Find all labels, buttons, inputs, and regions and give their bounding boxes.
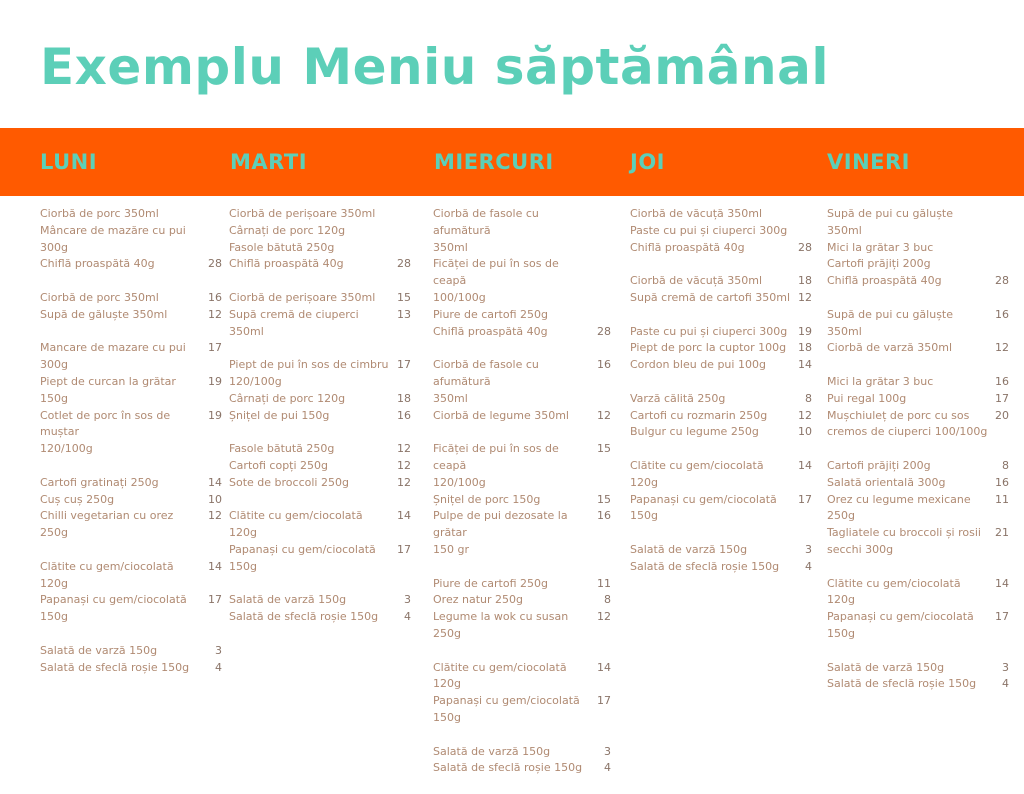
menu-item-price: 17	[397, 542, 411, 556]
menu-item-name: Legume la wok cu susan 250g	[433, 610, 569, 640]
menu-item	[433, 441, 611, 491]
menu-item	[433, 576, 611, 593]
menu-item	[827, 492, 1009, 526]
menu-item	[229, 408, 411, 425]
menu-item-name: Mici la grătar 3 buc	[827, 374, 934, 388]
menu-item	[433, 324, 611, 341]
menu-item-name: Piept de porc la cuptor 100g	[630, 341, 787, 355]
menu-item-name: Paste cu pui și ciuperci 300g	[630, 223, 788, 237]
menu-item	[433, 408, 611, 425]
menu-item	[229, 223, 411, 240]
menu-item-price: 3	[805, 542, 812, 556]
menu-item-name: Pulpe de pui dezosate la grătar 150 gr	[433, 509, 568, 556]
menu-item-price: 16	[597, 358, 611, 372]
day-heading: MIERCURI	[434, 150, 554, 174]
menu-item-name: Cârnați de porc 120g	[229, 223, 346, 237]
day-heading: VINERI	[827, 150, 910, 174]
menu-group	[229, 441, 411, 491]
menu-item	[630, 206, 812, 223]
menu-item-price: 18	[798, 274, 812, 288]
menu-item-price: 4	[1002, 677, 1009, 691]
menu-item	[229, 290, 411, 307]
menu-item-name: Clătite cu gem/ciocolată 120g	[229, 509, 363, 540]
menu-item-price: 4	[604, 761, 611, 775]
menu-item-name: Șnițel de pui 150g	[229, 408, 330, 422]
menu-item-price: 28	[995, 274, 1009, 288]
menu-group	[827, 458, 1009, 559]
menu-item	[433, 609, 611, 643]
menu-item	[40, 592, 222, 626]
menu-item	[827, 408, 1009, 442]
menu-item-price: 19	[208, 374, 222, 388]
menu-item	[229, 357, 411, 391]
menu-item-name: Supă cremă de cartofi 350ml	[630, 290, 791, 304]
menu-group	[630, 206, 812, 256]
menu-item-price: 8	[1002, 458, 1009, 472]
menu-item	[229, 307, 411, 341]
menu-item	[827, 340, 1009, 357]
menu-item-price: 16	[397, 408, 411, 422]
menu-item-name: Paste cu pui și ciuperci 300g	[630, 324, 788, 338]
menu-item-price: 12	[798, 290, 812, 304]
menu-item-price: 3	[604, 744, 611, 758]
menu-item-name: Salată de sfeclă roșie 150g	[433, 761, 583, 775]
menu-item-name: Salată de varză 150g	[40, 643, 158, 657]
menu-item-name: Clătite cu gem/ciocolată 120g	[630, 458, 764, 489]
menu-group	[229, 508, 411, 575]
day-column	[630, 206, 812, 592]
menu-item-price: 12	[397, 475, 411, 489]
menu-item	[40, 307, 222, 324]
menu-group	[827, 374, 1009, 441]
menu-item-name: Supă de pui cu găluște 350ml	[827, 207, 954, 237]
menu-group	[630, 273, 812, 307]
menu-item	[630, 542, 812, 559]
menu-item-name: Chilli vegetarian cu orez 250g	[40, 509, 174, 540]
menu-group	[827, 576, 1009, 643]
menu-item-name: Fasole bătută 250g	[229, 240, 335, 254]
menu-item-name: Pui regal 100g	[827, 391, 907, 405]
menu-item	[229, 475, 411, 492]
menu-item-name: Ciorbă de porc 350ml	[40, 207, 159, 220]
menu-item-price: 8	[604, 593, 611, 607]
menu-item	[630, 357, 812, 374]
menu-item	[433, 307, 611, 324]
menu-item	[630, 408, 812, 425]
menu-group	[229, 592, 411, 626]
menu-item-name: Piept de curcan la grătar 150g	[40, 374, 176, 405]
menu-item-name: Cuș cuș 250g	[40, 492, 115, 506]
menu-item	[630, 424, 812, 441]
menu-item	[40, 475, 222, 492]
menu-item-price: 16	[995, 475, 1009, 489]
menu-item	[827, 525, 1009, 559]
menu-item-name: Piept de pui în sos de cimbru 120/100g	[229, 358, 389, 388]
menu-group	[827, 307, 1009, 357]
menu-item-price: 12	[208, 509, 222, 523]
menu-item	[433, 256, 611, 306]
menu-item-name: Piure de cartofi 250g	[433, 307, 548, 321]
menu-item	[40, 508, 222, 542]
menu-item-price: 28	[597, 324, 611, 338]
menu-item-name: Ficăței de pui în sos de ceapă 100/100g	[433, 257, 559, 304]
menu-item-name: Cartofi cu rozmarin 250g	[630, 408, 768, 422]
menu-item-name: Papanași cu gem/ciocolată 150g	[827, 610, 974, 640]
menu-item-price: 10	[798, 425, 812, 439]
menu-item-name: Salată de sfeclă roșie 150g	[229, 610, 379, 624]
menu-item-name: Papanași cu gem/ciocolată 150g	[433, 694, 580, 724]
menu-group	[630, 542, 812, 576]
menu-item-name: Chiflă proaspătă 40g	[630, 240, 745, 254]
menu-item	[630, 492, 812, 526]
menu-item-price: 3	[404, 593, 411, 607]
menu-group	[40, 340, 222, 458]
menu-item-price: 17	[995, 610, 1009, 624]
menu-item-price: 18	[798, 341, 812, 355]
menu-item-name: Papanași cu gem/ciocolată 150g	[630, 492, 777, 523]
menu-item	[827, 609, 1009, 643]
menu-item	[229, 256, 411, 273]
menu-item	[433, 592, 611, 609]
menu-item-name: Salată de varză 150g	[827, 660, 945, 674]
menu-item-price: 13	[397, 307, 411, 321]
menu-item	[433, 508, 611, 558]
menu-item	[40, 559, 222, 593]
menu-group	[433, 576, 611, 643]
menu-item-price: 14	[397, 509, 411, 523]
menu-item-name: Orez natur 250g	[433, 593, 523, 607]
menu-item-name: Varză călită 250g	[630, 391, 726, 405]
menu-item-name: Salată de sfeclă roșie 150g	[827, 677, 977, 691]
menu-item	[827, 273, 1009, 290]
menu-item-name: Chiflă proaspătă 40g	[827, 274, 942, 288]
menu-item-name: Cârnați de porc 120g	[229, 391, 346, 405]
menu-item	[229, 206, 411, 223]
menu-item-name: Ciorbă de văcuță 350ml	[630, 274, 763, 288]
menu-item	[433, 492, 611, 509]
menu-item-price: 20	[995, 408, 1009, 422]
menu-item-name: Supă de găluște 350ml	[40, 307, 168, 321]
menu-item	[630, 223, 812, 240]
menu-item	[630, 391, 812, 408]
menu-group	[229, 206, 411, 273]
menu-item	[40, 256, 222, 273]
menu-item-name: Ficăței de pui în sos de ceapă 120/100g	[433, 442, 559, 489]
menu-item-price: 12	[397, 458, 411, 472]
day-column	[827, 206, 1009, 710]
menu-item-name: Ciorbă de varză 350ml	[827, 341, 953, 355]
menu-item-price: 14	[995, 576, 1009, 590]
menu-group	[229, 290, 411, 340]
menu-item-name: Salată de varză 150g	[433, 744, 551, 758]
menu-item	[630, 290, 812, 307]
menu-item-name: Orez cu legume mexicane 250g	[827, 492, 971, 523]
menu-group	[433, 660, 611, 727]
day-heading: LUNI	[40, 150, 98, 174]
menu-item-price: 16	[995, 307, 1009, 321]
menu-item	[229, 508, 411, 542]
menu-item	[827, 391, 1009, 408]
menu-item	[229, 592, 411, 609]
menu-item-price: 17	[995, 391, 1009, 405]
menu-group	[40, 475, 222, 542]
menu-item-name: Mâncare de mazăre cu pui 300g	[40, 223, 186, 254]
menu-group	[630, 324, 812, 374]
menu-item-price: 17	[208, 341, 222, 355]
menu-item	[40, 660, 222, 677]
menu-item-price: 17	[208, 593, 222, 607]
day-column	[229, 206, 411, 643]
menu-group	[40, 206, 222, 273]
menu-item-name: Salată orientală 300g	[827, 475, 946, 489]
menu-item-name: Cartofi gratinați 250g	[40, 475, 159, 489]
menu-group	[630, 458, 812, 525]
menu-item-name: Papanași cu gem/ciocolată 150g	[40, 593, 187, 624]
day-column	[433, 206, 611, 794]
menu-group	[433, 441, 611, 559]
menu-group	[229, 357, 411, 424]
menu-item	[433, 760, 611, 777]
menu-item-name: Șnițel de porc 150g	[433, 492, 541, 506]
menu-item-name: Mancare de mazare cu pui 300g	[40, 341, 186, 372]
menu-item-price: 16	[995, 374, 1009, 388]
menu-item	[433, 357, 611, 407]
menu-item	[630, 324, 812, 341]
menu-item-name: Sote de broccoli 250g	[229, 475, 349, 489]
page-title: Exemplu Meniu săptămânal	[40, 38, 830, 96]
menu-item	[827, 307, 1009, 341]
menu-item-name: Ciorbă de văcuță 350ml	[630, 207, 763, 220]
menu-item-name: Ciorbă de fasole cu afumătură 350ml	[433, 207, 539, 254]
menu-item-name: Supă cremă de ciuperci 350ml	[229, 307, 359, 338]
menu-item-name: Ciorbă de perișoare 350ml	[229, 207, 376, 220]
menu-item-price: 10	[208, 492, 222, 506]
menu-item-price: 8	[805, 391, 812, 405]
menu-item-price: 14	[798, 358, 812, 372]
menu-item-name: Tagliatele cu broccoli și rosii secchi 300g	[827, 526, 981, 556]
menu-item-price: 14	[597, 660, 611, 674]
menu-item-price: 14	[798, 458, 812, 472]
menu-group	[40, 290, 222, 324]
menu-item-price: 12	[597, 408, 611, 422]
menu-item-name: Salată de sfeclă roșie 150g	[40, 660, 190, 674]
menu-item-price: 14	[208, 475, 222, 489]
menu-item-price: 3	[1002, 660, 1009, 674]
day-column	[40, 206, 222, 693]
menu-item	[827, 475, 1009, 492]
menu-item	[229, 458, 411, 475]
menu-item	[40, 290, 222, 307]
menu-item-price: 16	[597, 509, 611, 523]
menu-item	[827, 660, 1009, 677]
menu-item-price: 17	[597, 694, 611, 708]
menu-item	[229, 542, 411, 576]
menu-item-name: Fasole bătută 250g	[229, 442, 335, 456]
menu-item-price: 21	[995, 526, 1009, 540]
day-heading: JOI	[630, 150, 665, 174]
menu-item-name: Mușchiuleț de porc cu sos cremos de ciuperci 100/100g	[827, 408, 988, 439]
menu-item-price: 17	[397, 358, 411, 372]
menu-item	[40, 492, 222, 509]
menu-item-price: 12	[995, 341, 1009, 355]
menu-item-price: 15	[597, 442, 611, 456]
menu-item	[40, 206, 222, 223]
menu-item-name: Clătite cu gem/ciocolată 120g	[40, 559, 174, 590]
menu-item	[630, 458, 812, 492]
menu-item-price: 4	[805, 559, 812, 573]
menu-item-name: Cartofi prăjiți 200g	[827, 458, 931, 472]
menu-item-price: 28	[798, 240, 812, 254]
menu-item	[630, 559, 812, 576]
menu-group	[433, 206, 611, 340]
menu-item-name: Ciorbă de perișoare 350ml	[229, 290, 376, 304]
menu-item-price: 28	[397, 257, 411, 271]
menu-item-price: 12	[397, 442, 411, 456]
menu-item-name: Salată de varză 150g	[630, 542, 748, 556]
menu-item-name: Clătite cu gem/ciocolată 120g	[827, 576, 961, 607]
menu-item-name: Ciorbă de fasole cu afumătură 350ml	[433, 358, 539, 405]
menu-group	[433, 357, 611, 424]
menu-item	[229, 609, 411, 626]
menu-item-name: Cotlet de porc în sos de muștar 120/100g	[40, 408, 171, 456]
menu-item-price: 17	[798, 492, 812, 506]
menu-item	[630, 240, 812, 257]
menu-item	[630, 273, 812, 290]
menu-item-price: 4	[404, 610, 411, 624]
menu-item	[827, 256, 1009, 273]
menu-item-name: Chiflă proaspătă 40g	[40, 257, 155, 271]
menu-item	[827, 458, 1009, 475]
menu-item-name: Cartofi prăjiți 200g	[827, 257, 931, 271]
menu-item-price: 14	[208, 559, 222, 573]
menu-item-price: 12	[798, 408, 812, 422]
menu-item	[433, 206, 611, 256]
menu-item-name: Chiflă proaspătă 40g	[433, 324, 548, 338]
menu-item-name: Ciorbă de porc 350ml	[40, 290, 159, 304]
menu-item-price: 12	[597, 610, 611, 624]
menu-item	[40, 223, 222, 257]
menu-item	[827, 374, 1009, 391]
menu-item-name: Papanași cu gem/ciocolată 150g	[229, 542, 376, 573]
menu-item-name: Chiflă proaspătă 40g	[229, 257, 344, 271]
menu-item	[40, 374, 222, 408]
menu-item-price: 11	[597, 576, 611, 590]
menu-item	[630, 340, 812, 357]
menu-item	[40, 340, 222, 374]
menu-item-price: 18	[397, 391, 411, 405]
menu-item-price: 19	[798, 324, 812, 338]
menu-item	[433, 660, 611, 694]
menu-group	[40, 643, 222, 677]
menu-item-name: Mici la grătar 3 buc	[827, 240, 934, 254]
menu-item-name: Salată de sfeclă roșie 150g	[630, 559, 780, 573]
menu-item-name: Clătite cu gem/ciocolată 120g	[433, 660, 567, 691]
menu-item	[40, 408, 222, 458]
menu-item-name: Cartofi copți 250g	[229, 458, 329, 472]
menu-item-price: 3	[215, 643, 222, 657]
menu-item	[229, 441, 411, 458]
menu-item-price: 16	[208, 290, 222, 304]
menu-item-name: Piure de cartofi 250g	[433, 576, 548, 590]
menu-group	[433, 744, 611, 778]
menu-item	[229, 240, 411, 257]
menu-item-price: 11	[995, 492, 1009, 506]
menu-item-price: 15	[597, 492, 611, 506]
menu-group	[827, 660, 1009, 694]
menu-group	[40, 559, 222, 626]
menu-item-name: Cordon bleu de pui 100g	[630, 358, 766, 372]
day-heading: MARTI	[230, 150, 308, 174]
menu-item	[827, 240, 1009, 257]
menu-item	[433, 744, 611, 761]
menu-item-name: Ciorbă de legume 350ml	[433, 408, 569, 422]
menu-item-price: 12	[208, 307, 222, 321]
menu-group	[630, 391, 812, 441]
menu-group	[827, 206, 1009, 290]
menu-item	[827, 206, 1009, 240]
menu-item	[433, 693, 611, 727]
menu-item	[827, 676, 1009, 693]
menu-item-price: 15	[397, 290, 411, 304]
menu-item	[827, 576, 1009, 610]
menu-item-price: 28	[208, 257, 222, 271]
menu-item-price: 4	[215, 660, 222, 674]
menu-item-name: Bulgur cu legume 250g	[630, 425, 759, 439]
menu-item	[40, 643, 222, 660]
menu-item	[229, 391, 411, 408]
menu-item-price: 19	[208, 408, 222, 422]
menu-item-name: Salată de varză 150g	[229, 593, 347, 607]
menu-item-name: Supă de pui cu găluște 350ml	[827, 307, 954, 338]
